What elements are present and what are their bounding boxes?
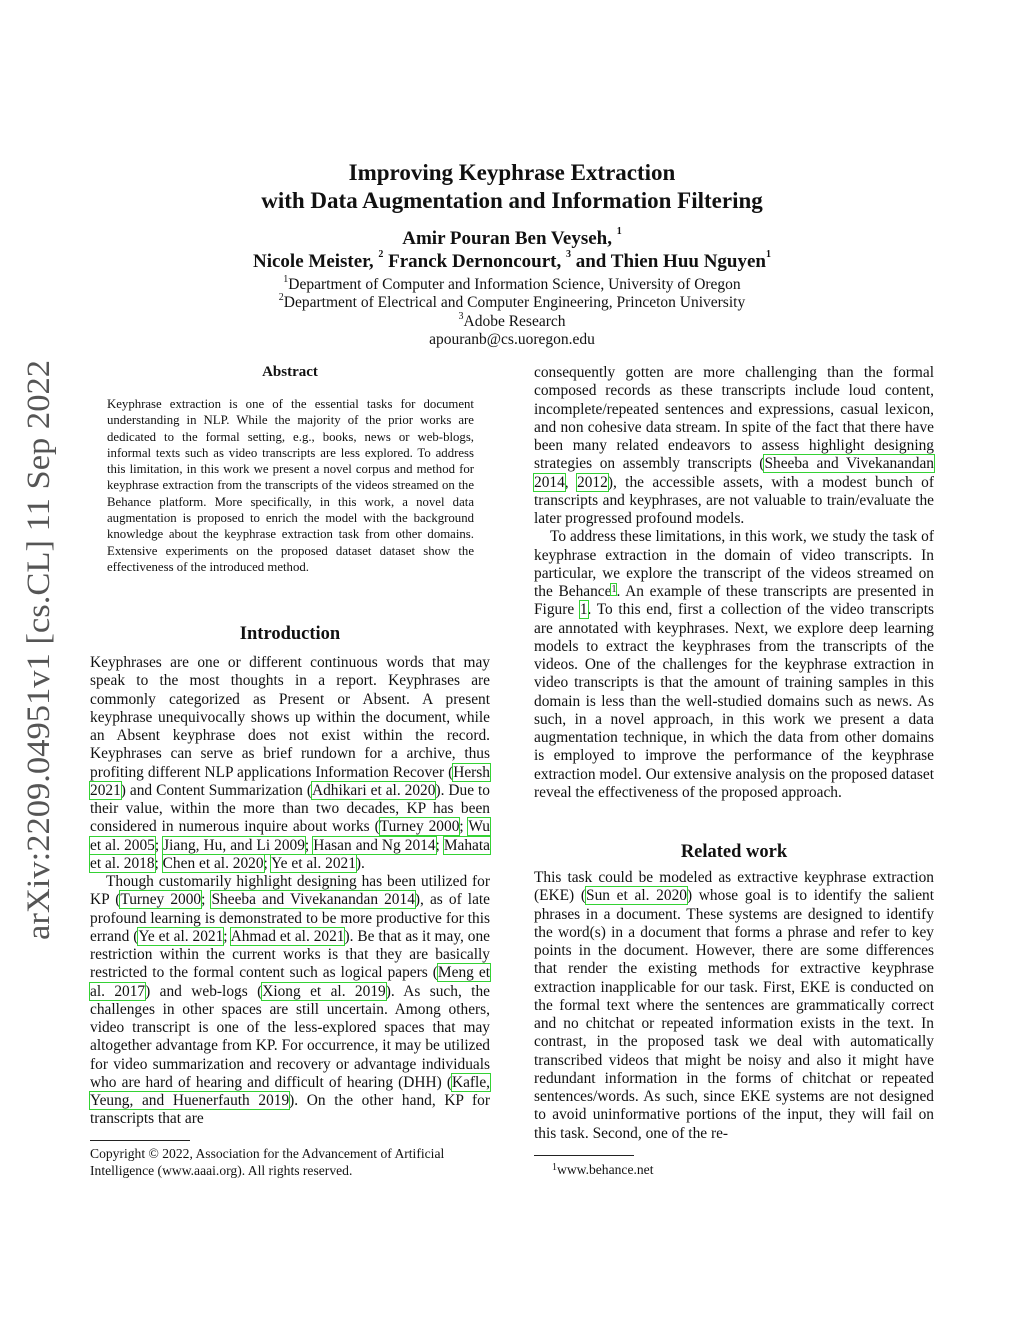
figure-ref-link[interactable]: 1 [579,601,588,619]
intro-paragraph-1 [90,654,490,873]
related-work-body [534,869,934,1143]
citation-link[interactable]: Ye et al. 2021 [271,854,356,872]
separator: ; [223,927,231,945]
text-run: ). [355,854,365,872]
paper-title-line-2: with Data Augmentation and Information Filtering [261,188,763,213]
separator: ; [263,854,272,872]
affil-text: Department of Computer and Information Science, University of Oregon [288,276,741,293]
citation-link[interactable]: Xiong et al. 2019 [262,982,386,1000]
citation-link[interactable]: Jiang, Hu, and Li 2009 [163,836,305,854]
text-run: consequently gotten are more challenging than the formal composed records as these transcripts include loud content, incomplete/repeated sentences and expressions, casual lexicon, and non cohesive data stream. In spite of the fact that there have been many related endeavors to assess highlight designing strategies on assembly transcripts ( [534,364,934,473]
text-run: ). Be that as it may, one restriction within the current works is that they are basically restricted to the formal content such as logical papers ( [90,927,490,982]
affil-text: Department of Electrical and Computer Engineering, Princeton University [283,294,746,311]
citation-link[interactable]: Turney 2000 [120,891,202,909]
citation-link[interactable]: Hasan and Ng 2014 [313,836,436,854]
separator: ; [435,836,444,854]
affiliation-1 [0,276,1024,294]
citation-link[interactable]: Adhikari et al. 2020 [311,781,436,799]
footnote-rule [90,1140,190,1141]
contact-email: apouranb@cs.uoregon.edu [429,331,595,348]
text-run: ), as of late profound learning is demonstrated to be more productive for this errand ( [90,891,491,945]
intro-paragraph-2 [90,873,490,1129]
footnote-ref-link[interactable]: 1 [611,584,617,595]
separator: ; [154,854,163,872]
citation-link[interactable]: 2012 [577,473,608,491]
citation-link[interactable]: Kafle, Yeung, and Huenerfauth 2019 [90,1073,490,1109]
citation-link[interactable]: Sheeba and Vivekanandan 2014 [211,891,415,909]
introduction-body [90,654,490,1129]
text-run: Though customarily highlight designing has been utilized for KP ( [90,873,490,909]
text-run: ). On the other hand, KP for transcripts that are [90,1092,490,1128]
text-run: ). As such, the challenges in other spaces are still uncertain. Among others, video transcript is one of the less-explored spaces that may altogether advantage from KP. For occurrence, it may be utilized for video summarization and recovery or advantage individuals who are hard of hearing and difficult of hearing (DHH) ( [90,982,490,1091]
author-affil-sup: 2 [378,249,384,260]
right-paragraph-1 [534,364,934,528]
author-affil-sup: 1 [766,249,772,260]
author-affil-sup: 1 [616,226,622,237]
abstract-heading: Abstract [262,364,318,380]
footnote-text: www.behance.net [557,1162,654,1177]
text-run: . To this end, first a collection of the video transcripts are annotated with keyphrases. Next, we explore deep learning models to extract the keyphrases from the transcripts of the videos. One of the challenges for the keyphrase extraction in video transcripts is that the amount of training samples in this domain is less than the well-studied domains such as news. As such, in a novel approach, in this work we present a data augmentation technique, in which the data from other domains is employed to improve the performance of the keyphrase extraction model. Our extensive analysis on the proposed dataset reveal the effectiveness of the proposed approach. [534,601,935,801]
separator: ; [154,836,164,854]
affil-sup: 2 [278,292,284,303]
citation-link[interactable]: Meng et al. 2017 [90,964,490,1000]
author-line-1 [0,228,1024,250]
citation-link[interactable]: Chen et al. 2020 [162,854,264,872]
arxiv-identifier: arXiv:2209.04951v1 [cs.CL] 11 Sep 2022 [21,385,57,940]
footnote-rule [534,1155,634,1156]
separator: , [564,473,578,491]
citation-link[interactable]: Turney 2000 [379,818,460,836]
citation-link[interactable]: Ye et al. 2021 [138,927,224,945]
affiliation-2 [0,294,1024,312]
footnote-number: 1 [552,1162,557,1173]
introduction-heading: Introduction [239,624,341,644]
text-run: This task could be modeled as extractive keyphrase extraction (EKE) ( [534,869,934,905]
separator: ; [459,818,469,836]
separator: ; [201,891,212,909]
author-line-2 [0,251,1024,273]
affil-text: Adobe Research [463,313,566,330]
right-paragraph-2 [534,528,934,802]
affil-sup: 3 [458,311,464,322]
affil-sup: 1 [283,274,289,285]
author-name: Thien Huu Nguyen [610,251,767,272]
text-run: To address these limitations, in this work, we study the task of keyphrase extraction in the domain of video transcripts. In particular, we explore the transcript of the videos streamed on the Behance [534,528,934,600]
author-name: Amir Pouran Ben Veyseh, [402,228,612,249]
author-name: Nicole Meister, [252,251,374,272]
citation-link[interactable]: Mahata et al. 2018 [90,836,490,872]
citation-link[interactable]: Hersh 2021 [90,763,490,799]
citation-link[interactable]: Ahmad et al. 2021 [230,927,345,945]
separator: ; [304,836,314,854]
copyright-notice: Copyright © 2022, Association for the Advancement of Artificial Intelligence (www.aaai.org). All rights reserved. [90,1146,445,1178]
citation-link[interactable]: Sheeba and Vivekanandan 2014 [534,455,934,491]
text-run: ) whose goal is to identify the salient phrases in a document. These systems are designed to identify the word(s) in a document that forms a phrase and refer to key points in the document. However, there are some differences that render the existing methods for extractive keyphrase extraction inapplicable for our task. First, EKE is conducted on the formal text where the sentences are grammatically correct and no chitchat or repeated information exists in the text. In contrast, in the proposed task we deal with automatically transcribed videos that might be noisy and also it might have redundant information in the forms of chitchat or repeated sentences/words. As such, since EKE systems are not designed to avoid uninformative portions of the input, they will fail on this task. Second, one of the re- [534,887,935,1142]
citation-link[interactable]: Sun et al. 2020 [586,887,687,905]
author-name: Franck Dernoncourt, [388,251,562,272]
footnote [552,1161,852,1178]
right-column-body [534,364,934,802]
related-work-heading: Related work [680,842,788,862]
text-run: . An example of these transcripts are presented in Figure [534,583,934,619]
text-run: ), the accessible assets, with a modest bunch of transcripts and keyphrases, are not valuable to train/evaluate the later progressed profound models. [534,473,934,527]
text-run: ). Due to their value, within the more than two decades, KP has been considered in numerous inquire about works ( [90,781,490,836]
paper-title-line-1: Improving Keyphrase Extraction [348,160,676,185]
text-run: ) and web-logs ( [145,982,263,1000]
affiliation-3 [0,313,1024,331]
arxiv-stamp [18,358,58,943]
citation-link[interactable]: Wu et al. 2005 [90,818,490,854]
author-conjunction: and [575,251,607,272]
text-run: ) and Content Summarization ( [120,781,312,799]
text-run: Keyphrases are one or different continuous words that may speak to the most thoughts in a report. Keyphrases are commonly categorized as Present or Absent. A present keyphrase unequivocally shows up within the document, while an Absent keyphrase does not exist within the record. Keyphrases can serve as brief rundown for a archive, thus profiting different NLP applications Information Recover ( [90,654,490,781]
abstract-text: Keyphrase extraction is one of the essential tasks for document understanding in NLP. While the majority of the prior works are dedicated to the formal setting, e.g., books, news or web-blogs, informal texts such as video transcripts are less explored. To address this limitation, in this work we present a novel corpus and method for keyphrase extraction from the transcripts of the videos streamed on the Behance platform. More specifically, in this work, a novel data augmentation is proposed to enrich the model with the background knowledge about the keyphrase extraction task from other domains. Extensive experiments on the proposed dataset dataset show the effectiveness of the introduced method. [107,397,474,574]
author-affil-sup: 3 [565,249,571,260]
related-paragraph-1 [534,869,934,1143]
